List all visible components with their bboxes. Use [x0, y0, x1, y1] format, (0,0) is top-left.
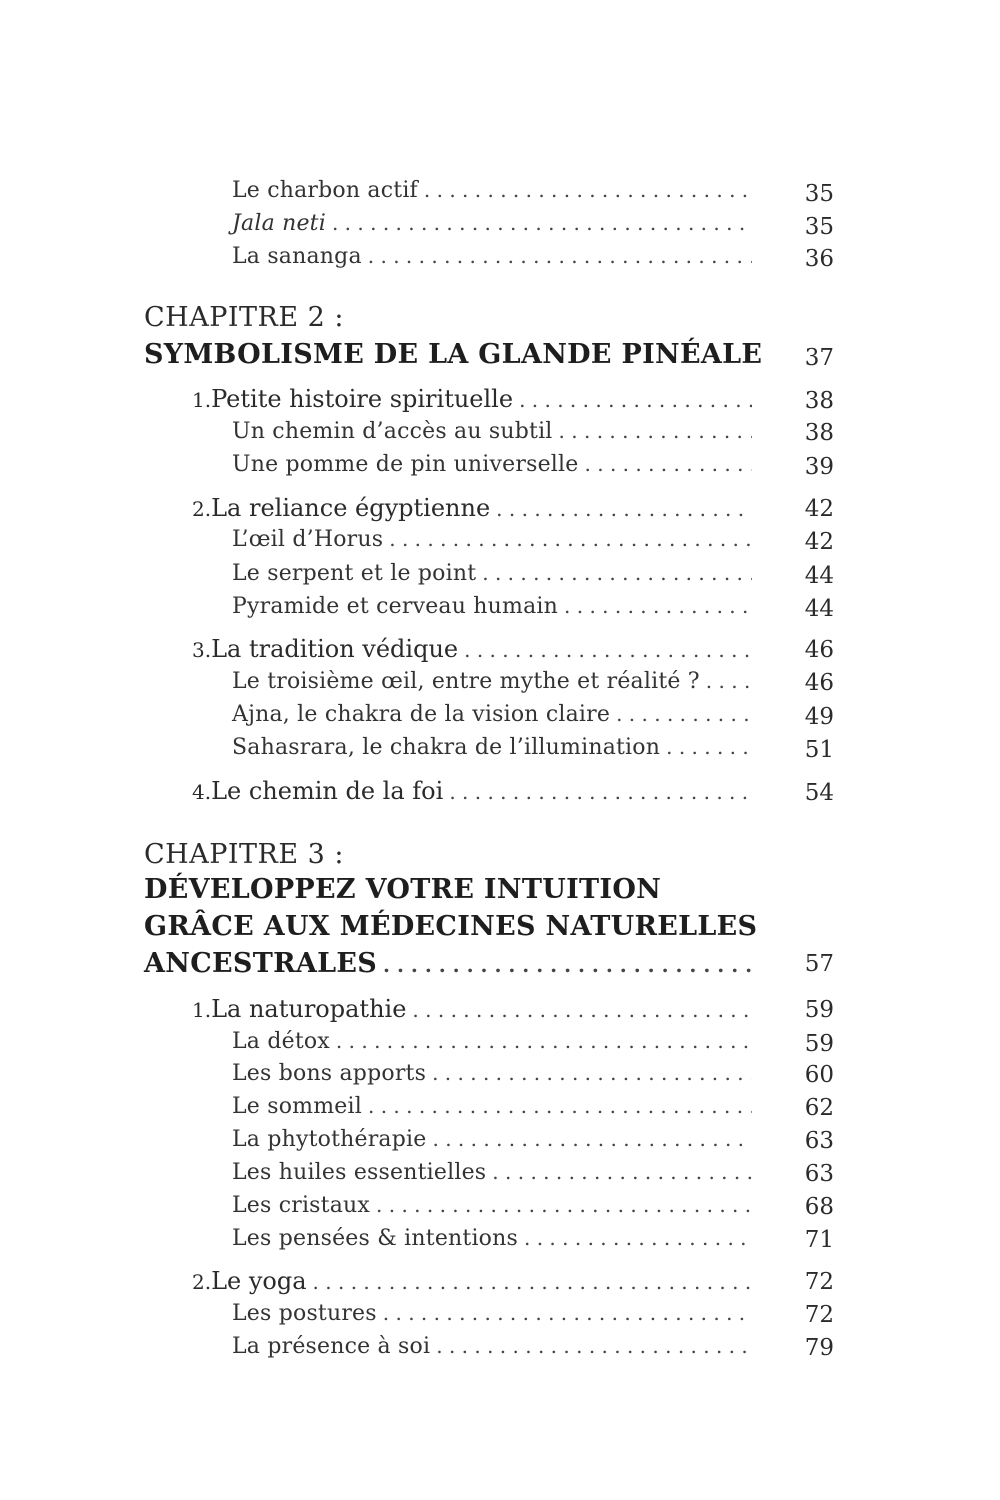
toc-entry-jala-neti[interactable] — [232, 211, 752, 245]
toc-page-number: 79 — [804, 1335, 834, 1361]
toc-section[interactable] — [192, 1267, 752, 1301]
section-number: 2. — [192, 1270, 212, 1294]
toc-section[interactable] — [192, 385, 752, 419]
dot-leader — [496, 497, 752, 521]
section-label: La tradition védique — [211, 635, 459, 663]
toc-page-number: 46 — [804, 637, 834, 663]
toc-entry[interactable] — [232, 561, 752, 595]
toc-entry-charbon-actif[interactable] — [232, 178, 752, 212]
toc-page-number: 42 — [804, 496, 834, 522]
toc-page-number: 60 — [804, 1062, 834, 1088]
toc-entry-label: Le charbon actif — [232, 178, 418, 203]
toc-page-number: 63 — [804, 1128, 834, 1154]
toc-page-number: 57 — [804, 951, 834, 977]
toc-page-number: 59 — [804, 1031, 834, 1057]
chapter-2-label: CHAPITRE 2 : — [144, 302, 345, 333]
toc-entry[interactable] — [232, 527, 752, 561]
section-label: La reliance égyptienne — [211, 494, 491, 522]
toc-page-number: 35 — [804, 181, 834, 207]
section-number: 3. — [192, 638, 212, 662]
toc-entry-label: La détox — [232, 1029, 330, 1054]
section-label: Petite histoire spirituelle — [211, 385, 514, 413]
dot-leader — [464, 638, 752, 662]
toc-entry-label: La sananga — [232, 244, 362, 269]
dot-leader — [424, 178, 752, 202]
toc-entry-label: Les huiles essentielles — [232, 1160, 487, 1185]
toc-section[interactable] — [192, 494, 752, 528]
toc-page-number: 42 — [804, 529, 834, 555]
dot-leader — [313, 1270, 752, 1294]
dot-leader — [524, 1226, 752, 1250]
dot-leader — [482, 561, 752, 585]
chapter-title-text: ANCESTRALES — [144, 948, 378, 979]
toc-entry[interactable] — [232, 419, 752, 453]
toc-page-number: 68 — [804, 1194, 834, 1220]
chapter-3-label: CHAPITRE 3 : — [144, 839, 345, 870]
section-label: Le yoga — [211, 1267, 307, 1295]
toc-entry-label: Ajna, le chakra de la vision claire — [232, 702, 611, 727]
toc-page-number: 38 — [804, 388, 834, 414]
dot-leader — [436, 1334, 752, 1358]
dot-leader — [389, 527, 752, 551]
chapter-title-text: SYMBOLISME DE LA GLANDE PINÉALE — [144, 339, 763, 370]
toc-entry[interactable] — [232, 1127, 752, 1161]
toc-entry-label: La présence à soi — [232, 1334, 431, 1359]
toc-section[interactable] — [192, 777, 752, 811]
toc-entry-label: Sahasrara, le chakra de l’illumination — [232, 735, 661, 760]
toc-entry-label: La phytothérapie — [232, 1127, 427, 1152]
dot-leader — [412, 998, 752, 1022]
section-number: 1. — [192, 998, 212, 1022]
dot-leader — [585, 452, 752, 476]
toc-entry[interactable] — [232, 1061, 752, 1095]
toc-entry[interactable] — [232, 1301, 752, 1335]
toc-page-number: 38 — [804, 420, 834, 446]
section-number: 4. — [192, 780, 212, 804]
toc-page-number: 72 — [804, 1302, 834, 1328]
toc-entry[interactable] — [232, 1160, 752, 1194]
dot-leader — [376, 1193, 752, 1217]
dot-leader — [564, 594, 752, 618]
toc-entry-label: Une pomme de pin universelle — [232, 452, 579, 477]
toc-entry-label: Jala neti — [232, 211, 326, 236]
toc-page-number: 71 — [804, 1227, 834, 1253]
dot-leader — [449, 780, 752, 804]
toc-entry-label: Le troisième œil, entre mythe et réalité ? — [232, 669, 700, 694]
toc-entry[interactable] — [232, 1094, 752, 1128]
dot-leader — [383, 1301, 752, 1325]
toc-entry[interactable] — [232, 702, 752, 736]
dot-leader — [336, 1029, 752, 1053]
dot-leader — [383, 953, 752, 977]
toc-section[interactable] — [192, 635, 752, 669]
toc-entry-label: Les bons apports — [232, 1061, 427, 1086]
toc-entry[interactable] — [232, 735, 752, 769]
toc-page-number: 54 — [804, 780, 834, 806]
dot-leader — [706, 669, 752, 693]
toc-page-number: 51 — [804, 737, 834, 763]
section-number: 1. — [192, 388, 212, 412]
chapter-3-title-line-1[interactable]: DÉVELOPPEZ VOTRE INTUITION — [144, 874, 662, 905]
toc-entry[interactable] — [232, 1334, 752, 1368]
dot-leader — [368, 244, 752, 268]
chapter-3-title-line-3[interactable] — [144, 948, 752, 982]
dot-leader — [519, 388, 752, 412]
toc-entry-label: Les cristaux — [232, 1193, 371, 1218]
toc-entry[interactable] — [232, 1226, 752, 1260]
dot-leader — [616, 702, 752, 726]
toc-entry-label: Le serpent et le point — [232, 561, 477, 586]
dot-leader — [433, 1127, 753, 1151]
toc-entry[interactable] — [232, 452, 752, 486]
toc-page-number: 59 — [804, 997, 834, 1023]
toc-entry-label: Un chemin d’accès au subtil — [232, 419, 553, 444]
toc-entry-label: Le sommeil — [232, 1094, 362, 1119]
toc-page-number: 44 — [804, 563, 834, 589]
dot-leader — [368, 1094, 752, 1118]
toc-page-number: 62 — [804, 1095, 834, 1121]
toc-page-number: 72 — [804, 1269, 834, 1295]
toc-entry-label: Les pensées & intentions — [232, 1226, 518, 1251]
toc-page-number: 39 — [804, 454, 834, 480]
toc-page-number: 46 — [804, 670, 834, 696]
dot-leader — [559, 419, 752, 443]
dot-leader — [332, 211, 752, 235]
toc-page-number: 36 — [804, 246, 834, 272]
toc-entry[interactable] — [232, 1029, 752, 1063]
toc-page-number: 35 — [804, 214, 834, 240]
toc-entry-label: L’œil d’Horus — [232, 527, 384, 552]
toc-page-number: 63 — [804, 1161, 834, 1187]
toc-section[interactable] — [192, 995, 752, 1029]
toc-entry[interactable] — [232, 1193, 752, 1227]
chapter-3-title-line-2[interactable]: GRÂCE AUX MÉDECINES NATURELLES — [144, 911, 758, 942]
toc-entry-label: Les postures — [232, 1301, 377, 1326]
dot-leader — [492, 1160, 752, 1184]
toc-entry-sananga[interactable] — [232, 244, 752, 278]
section-label: La naturopathie — [211, 995, 407, 1023]
dot-leader — [666, 735, 752, 759]
dot-leader — [432, 1061, 752, 1085]
toc-page-number: 49 — [804, 704, 834, 730]
section-label: Le chemin de la foi — [211, 777, 444, 805]
toc-page-number: 44 — [804, 596, 834, 622]
toc-page-number: 37 — [804, 345, 834, 371]
toc-entry[interactable] — [232, 669, 752, 703]
toc-entry[interactable] — [232, 594, 752, 628]
chapter-2-title[interactable] — [144, 339, 763, 373]
toc-entry-label: Pyramide et cerveau humain — [232, 594, 559, 619]
section-number: 2. — [192, 497, 212, 521]
